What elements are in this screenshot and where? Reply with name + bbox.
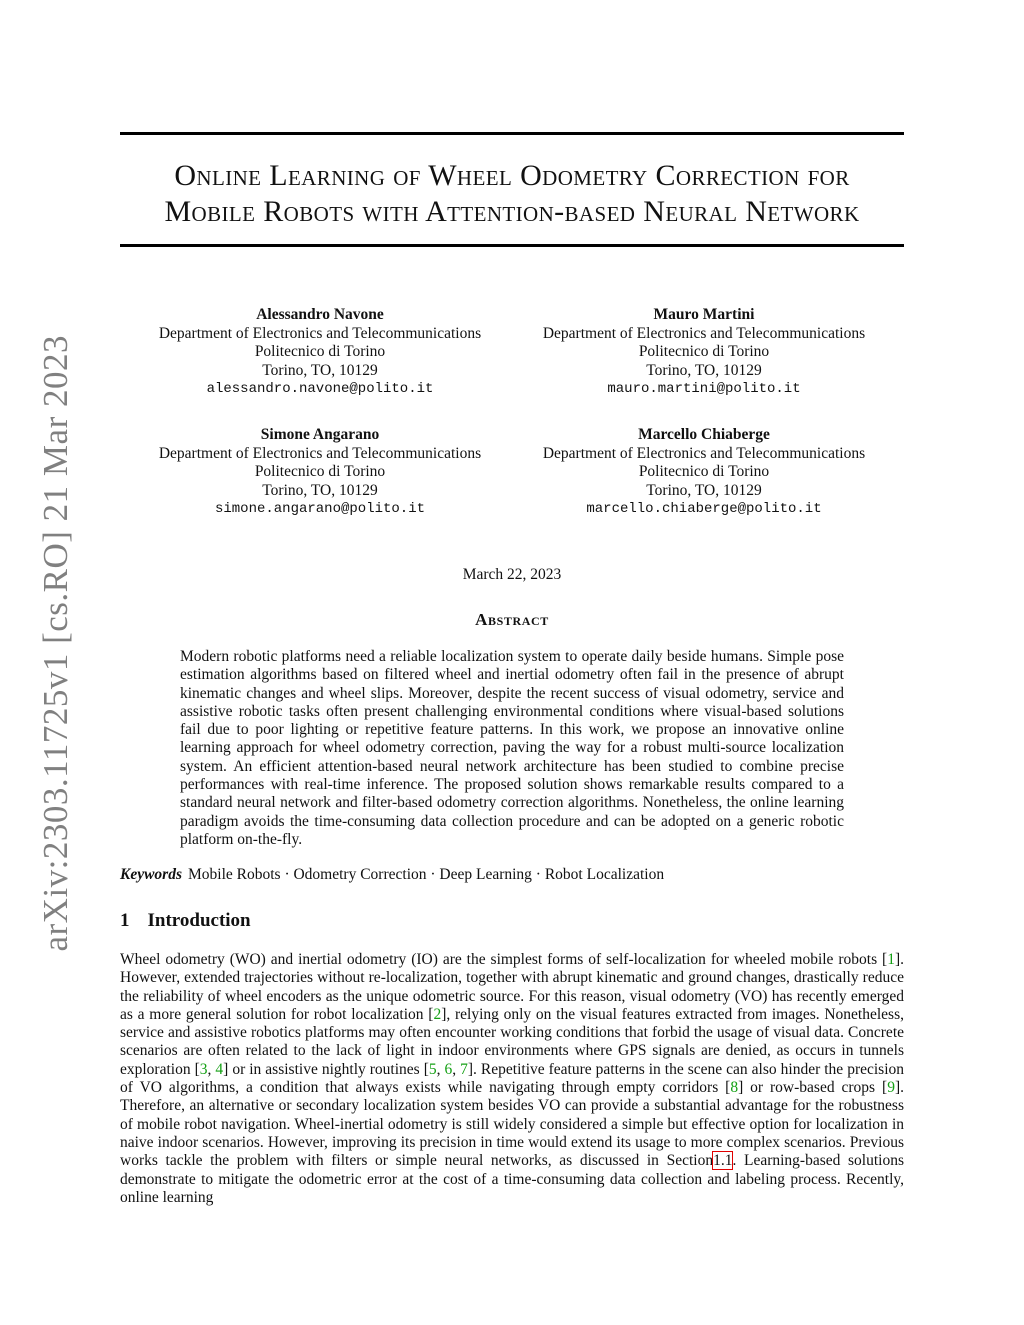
body-text: ] or in assistive nightly routines [ xyxy=(223,1060,429,1078)
keywords-list: Mobile Robots · Odometry Correction · Deep Learning · Robot Localization xyxy=(188,866,665,883)
author-block xyxy=(504,306,904,399)
introduction-paragraph xyxy=(120,951,904,1207)
author-block xyxy=(120,426,520,519)
keywords-line xyxy=(120,866,664,884)
author-address: Torino, TO, 10129 xyxy=(262,361,378,379)
arxiv-identifier: arXiv:2303.11725v1 [cs.RO] 21 Mar 2023 xyxy=(36,334,75,952)
section-reference-link[interactable]: 1.1 xyxy=(713,1152,733,1170)
abstract-heading: Abstract xyxy=(475,610,549,629)
author-name: Alessandro Navone xyxy=(256,306,384,323)
citation-link[interactable]: 5 xyxy=(428,1060,437,1078)
author-email[interactable]: marcello.chiaberge@polito.it xyxy=(586,501,822,517)
section-title: Introduction xyxy=(147,910,251,931)
author-name: Simone Angarano xyxy=(260,426,380,443)
title-line-1: Online Learning of Wheel Odometry Correction for xyxy=(174,159,850,192)
section-heading xyxy=(120,910,251,932)
author-department: Department of Electronics and Telecommunications xyxy=(542,324,866,342)
title-bottom-rule xyxy=(120,244,904,247)
title-line-2: Mobile Robots with Attention-based Neural Network xyxy=(164,195,860,228)
author-institution: Politecnico di Torino xyxy=(254,463,386,480)
body-text: . Learning-based solutions demonstrate to mitigate the odometric error at the cost of a time-consuming data collection and labeling process. Recently, online learning xyxy=(120,1152,904,1206)
citation-link[interactable]: 7 xyxy=(460,1060,468,1078)
citation-link[interactable]: 3 xyxy=(199,1060,208,1078)
citation-link[interactable]: 4 xyxy=(215,1060,224,1078)
author-department: Department of Electronics and Telecommunications xyxy=(158,444,482,462)
author-block xyxy=(120,306,520,399)
abstract-text: Modern robotic platforms need a reliable localization system to operate daily beside humans. Simple pose estimation algorithms based on filtered wheel and inertial odometry often fail in the presence of abrupt kinematic changes and wheel slips. Moreover, despite the recent success of visual odometry, service and assistive robotic tasks often present challenging environmental conditions where visual-based solutions fail due to poor lighting or repetitive feature patterns. In this work, we propose an innovative online learning approach for wheel odometry correction, paving the way for a robust multi-source localization system. An efficient attention-based neural network architecture has been studied to combine precise performances with real-time inference. The proposed solution shows remarkable results compared to a standard neural network and filter-based odometry correction algorithms. Nonetheless, the online learning paradigm avoids the time-consuming data collection procedure and can be adopted on a generic robotic platform on-the-fly. xyxy=(180,648,844,848)
body-text: ] or row-based crops [ xyxy=(738,1079,888,1097)
author-address: Torino, TO, 10129 xyxy=(262,481,378,499)
paper-title xyxy=(120,158,904,230)
body-text: , xyxy=(452,1060,461,1078)
body-text: , xyxy=(207,1060,216,1078)
author-institution: Politecnico di Torino xyxy=(638,463,770,480)
section-number: 1 xyxy=(120,910,130,931)
citation-link[interactable]: 9 xyxy=(887,1079,895,1097)
body-text: Wheel odometry (WO) and inertial odometry (IO) are the simplest forms of self-localization for wheeled mobile robots [ xyxy=(120,951,888,968)
author-address: Torino, TO, 10129 xyxy=(646,481,762,499)
author-department: Department of Electronics and Telecommunications xyxy=(542,444,866,462)
author-email[interactable]: alessandro.navone@polito.it xyxy=(206,381,434,397)
author-email[interactable]: mauro.martini@polito.it xyxy=(607,381,801,397)
author-institution: Politecnico di Torino xyxy=(254,343,386,360)
author-address: Torino, TO, 10129 xyxy=(646,361,762,379)
paper-date: March 22, 2023 xyxy=(462,566,562,583)
keywords-label: Keywords xyxy=(120,866,182,883)
citation-link[interactable]: 2 xyxy=(433,1005,442,1023)
author-email[interactable]: simone.angarano@polito.it xyxy=(214,501,426,517)
body-text: , xyxy=(436,1060,445,1078)
body-text: ]. However, extended trajectories without re-localization, together with abrupt kinematic and ground changes, drastically reduce the reliability of wheel encoders as the unique odometric source. For this reason, visual odometry (VO) has recently emerged as a more general solution for robot localization [ xyxy=(120,951,904,1023)
author-block xyxy=(504,426,904,519)
title-top-rule xyxy=(120,132,904,135)
author-institution: Politecnico di Torino xyxy=(638,343,770,360)
citation-link[interactable]: 8 xyxy=(730,1079,739,1097)
body-text: ], relying only on the visual features extracted from images. Nonetheless, service and assistive robotics platforms may often encounter working conditions that forbid the usage of visual data. Concrete scenarios are often related to the lack of light in indoor environments where GPS signals are denied, as occurs in tunnels exploration [ xyxy=(120,1005,904,1078)
body-text: ]. Repetitive feature patterns in the scene can also hinder the precision of VO algorithms, a condition that always exists while navigating through empty corridors [ xyxy=(120,1060,905,1097)
citation-link[interactable]: 1 xyxy=(887,951,895,968)
arxiv-sidebar-stamp xyxy=(28,334,84,952)
author-name: Mauro Martini xyxy=(653,306,755,323)
body-text: ]. Therefore, an alternative or secondary localization system besides VO can provide a substantial advantage for the robustness of mobile robot navigation. Wheel-inertial odometry is still widely considered a simple but effective option for localization in naive indoor scenarios. However, improving its precision in time would extend its usage to more complex scenarios. Previous works tackle the problem with filters or simple neural networks, as discussed in Section xyxy=(120,1079,904,1170)
author-name: Marcello Chiaberge xyxy=(638,426,770,443)
author-department: Department of Electronics and Telecommunications xyxy=(158,324,482,342)
citation-link[interactable]: 6 xyxy=(444,1060,453,1078)
